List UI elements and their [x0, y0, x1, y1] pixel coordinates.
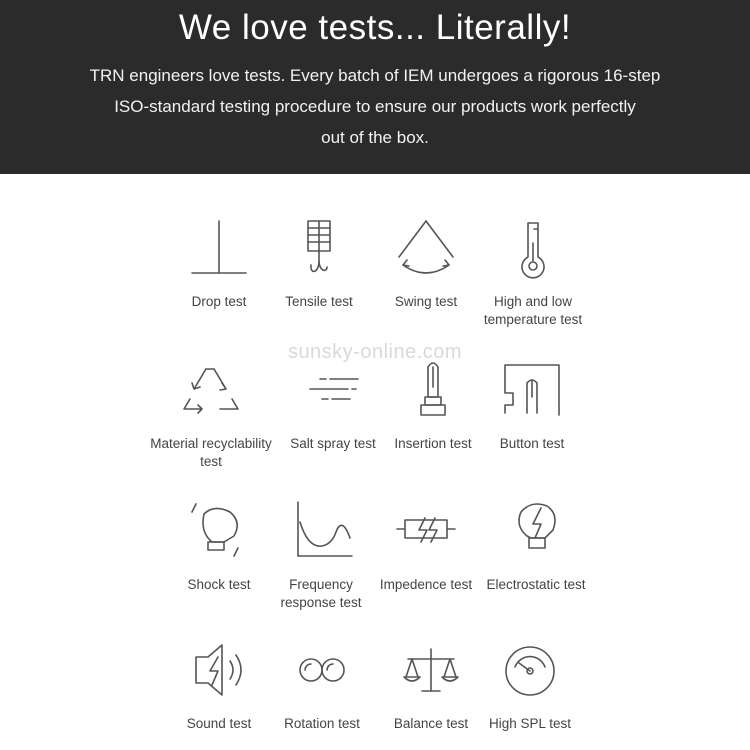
insertion-icon [398, 357, 468, 427]
test-item-insertion [383, 357, 483, 453]
electrostatic-icon [501, 498, 571, 568]
test-item-salt-spray [283, 357, 383, 453]
thermometer-icon [498, 215, 568, 285]
test-item-recyclability [147, 357, 275, 471]
test-item-temperature [478, 215, 588, 329]
test-label: Drop test [191, 294, 247, 309]
test-item-high-spl [480, 637, 580, 733]
header-description [0, 60, 750, 153]
test-item-impedance [376, 498, 476, 594]
test-item-button [482, 357, 582, 453]
test-label: Salt spray test [290, 436, 376, 451]
test-item-frequency [271, 498, 371, 612]
balance-icon [396, 637, 466, 707]
test-label: Insertion test [394, 436, 472, 451]
description-line: TRN engineers love tests. Every batch of IEM undergoes a rigorous 16-step [89, 66, 661, 85]
test-item-shock [169, 498, 269, 594]
salt-spray-icon [298, 357, 368, 427]
tensile-icon [284, 215, 354, 285]
test-label: Balance test [393, 716, 469, 731]
description-line: out of the box. [321, 128, 429, 147]
test-item-swing [376, 215, 476, 311]
test-label: Impedence test [379, 577, 473, 592]
test-label: Swing test [394, 294, 458, 309]
test-label: Electrostatic test [486, 577, 586, 592]
test-label: High SPL test [488, 716, 572, 731]
recycle-icon [176, 357, 246, 427]
description-line: ISO-standard testing procedure to ensure our products work perfectly [114, 97, 636, 116]
test-label: High and low temperature test [483, 294, 583, 327]
test-label: Material recyclability test [150, 436, 272, 469]
test-label: Button test [499, 436, 565, 451]
button-icon [497, 357, 567, 427]
gauge-icon [495, 637, 565, 707]
impedance-icon [391, 498, 461, 568]
page-title: We love tests... Literally! [178, 8, 572, 47]
test-item-balance [381, 637, 481, 733]
test-item-rotation [272, 637, 372, 733]
watermark: sunsky-online.com [287, 341, 463, 363]
test-label: Tensile test [285, 294, 353, 309]
shock-icon [184, 498, 254, 568]
speaker-icon [184, 637, 254, 707]
test-item-tensile [269, 215, 369, 311]
test-label: Shock test [187, 577, 251, 592]
test-item-sound [169, 637, 269, 733]
rotation-icon [287, 637, 357, 707]
header-banner [0, 0, 750, 174]
test-item-drop [169, 215, 269, 311]
test-label: Frequency response test [280, 577, 362, 610]
test-label: Rotation test [284, 716, 360, 731]
drop-icon [184, 215, 254, 285]
test-label: Sound test [186, 716, 252, 731]
swing-icon [391, 215, 461, 285]
frequency-curve-icon [286, 498, 356, 568]
test-item-electrostatic [481, 498, 591, 594]
